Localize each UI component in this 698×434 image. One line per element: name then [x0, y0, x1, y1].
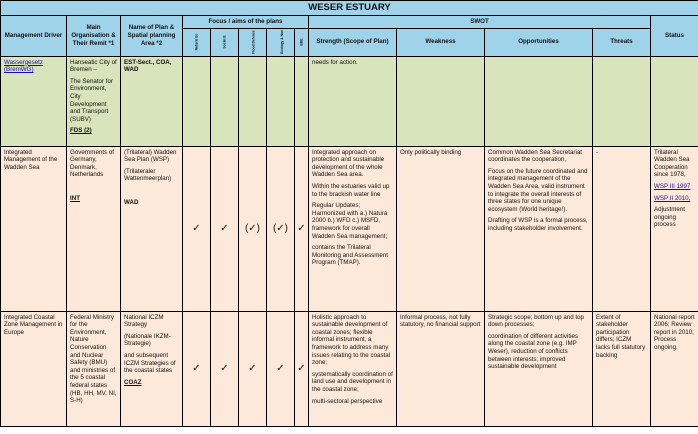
- cell-opportunities: [485, 56, 593, 146]
- status-link[interactable]: WSP II 2010,: [654, 194, 691, 202]
- header-status: Status: [651, 16, 698, 57]
- tick-cell: [267, 56, 295, 146]
- cell-plan: [121, 311, 183, 426]
- status-text: Adjustment ongoing process: [654, 206, 685, 229]
- cell-threats: -: [593, 146, 651, 311]
- header-main-org: Main Organisation & Their Remit *1: [67, 16, 121, 57]
- header-focus-col: Ecology & Nav: [267, 28, 295, 56]
- cell-status: [651, 146, 698, 311]
- tick-cell: ✓: [295, 311, 309, 426]
- opportunity-text: Common Wadden Sea Secretariat coordinates the cooperation,: [488, 148, 583, 164]
- cell-threats: [593, 56, 651, 146]
- opportunity-text: Drafting of WSP is a formal process, including stakeholder involvement.: [488, 217, 588, 232]
- cell-threats: Extent of stakeholder participation differs; ICZM lacks full statutory backing: [593, 311, 651, 426]
- tick-cell: ✓: [211, 311, 239, 426]
- org-code: INT: [70, 194, 80, 202]
- cell-weakness: [397, 56, 485, 146]
- opportunity-text: Focus on the future coordinated and integrated management of the Wadden Sea Area, valid instrument to integrate the overall interests of three states for one unique ecosystem (World heritage!).: [488, 167, 588, 213]
- org-text: Governments of Germany, Denmark, Netherlands: [70, 148, 115, 179]
- tick-cell: ✓: [267, 311, 295, 426]
- table-row: [1, 146, 698, 311]
- cell-driver: Integrated Management of the Wadden Sea: [1, 146, 67, 311]
- cell-driver: [1, 56, 67, 146]
- header-focus: Focus / aims of the plans: [183, 16, 309, 29]
- tick-cell: ✓: [183, 146, 211, 311]
- cell-org: [67, 146, 121, 311]
- strength-text: Within the estuaries valid up to the brackish water line: [312, 182, 390, 198]
- cell-plan: [121, 56, 183, 146]
- header-focus-col: BBE: [295, 28, 309, 56]
- header-focus-col: Natural Ec: [183, 28, 211, 56]
- header-management-driver: Management Driver: [1, 16, 67, 57]
- driver-link[interactable]: Wassergesetz (BremWG): [4, 58, 43, 74]
- plan-text: (Trilateral) Wadden Sea Plan (WSP): [124, 148, 177, 164]
- org-text: Hanseatic City of Bremen –: [70, 58, 117, 74]
- plan-code: COAZ: [124, 378, 142, 386]
- plan-code: WAD: [124, 198, 139, 206]
- cell-strength: [309, 311, 397, 426]
- header-plan-name: Name of Plan & Spatial planning Area *2: [121, 16, 183, 57]
- strength-text: needs for action.: [312, 58, 358, 66]
- header-focus-col: Flood Defense: [239, 28, 267, 56]
- tick-cell: [295, 56, 309, 146]
- cell-status: [651, 311, 698, 426]
- tick-cell: ✓: [295, 146, 309, 311]
- status-text: Trilateral Wadden Sea Cooperation since 1978,: [654, 148, 690, 179]
- strength-text: Holistic approach to sustainable development of coastal zones; flexible informal instrument, a framework to address many issues relating to the coastal zone;: [312, 313, 391, 367]
- cell-weakness: Informal process, not fully statutory, no financial support: [397, 311, 485, 426]
- tick-cell: ✓: [239, 311, 267, 426]
- status-text: National report 2006; Review report in 2010; Process ongoing.: [654, 313, 695, 351]
- cell-opportunities: [485, 311, 593, 426]
- plan-text: National ICZM Strategy: [124, 313, 164, 329]
- strength-text: systematically coordination of land use and development in the coastal zone;: [312, 370, 393, 393]
- table-row: [1, 311, 698, 426]
- header-threats: Threats: [593, 28, 651, 56]
- cell-org: [67, 311, 121, 426]
- strength-text: Regular Updates; Harmonized with a.) Natura 2000 b.) WFD c.) MSFD, framework for overall Wadden Sea management;: [312, 202, 388, 240]
- cell-opportunities: [485, 146, 593, 311]
- tick-cell: [183, 56, 211, 146]
- cell-weakness: Only politically binding: [397, 146, 485, 311]
- org-text: Federal Ministry for the Environment, Nature Conservation and Nuclear Safety (BMU) and ministries of the 5 coastal federal states (HB, HH, MV, NI, S-H): [70, 313, 117, 405]
- header-weakness: Weakness: [397, 28, 485, 56]
- strength-text: contains the Trilateral Monitoring and Assessment Program (TMAP).: [312, 244, 389, 267]
- opportunity-text: Strategic scope; bottom up and top down processes;: [488, 313, 584, 329]
- tick-cell: [239, 56, 267, 146]
- cell-status: [651, 56, 698, 146]
- table-title: WESER ESTUARY: [1, 1, 698, 16]
- cell-strength: [309, 146, 397, 311]
- tick-cell: ✓: [211, 146, 239, 311]
- tick-cell: (✓): [239, 146, 267, 311]
- plan-text: (Nationale IKZM-Strategie): [124, 332, 171, 348]
- plan-text: (Trilateraler Wattenmeerplan): [124, 167, 172, 183]
- plan-text: and subsequent ICZM Strategies of the coastal states: [124, 351, 176, 375]
- tick-cell: (✓): [267, 146, 295, 311]
- tick-cell: [211, 56, 239, 146]
- header-focus-col: Social E: [211, 28, 239, 56]
- cell-plan: [121, 146, 183, 311]
- header-swot: SWOT: [309, 16, 651, 29]
- cell-org: [67, 56, 121, 146]
- table-row: [1, 56, 698, 146]
- header-strength: Strength (Scope of Plan): [309, 28, 397, 56]
- strength-text: Integrated approach on protection and sustainable development of the whole Wadden Sea area.: [312, 148, 385, 179]
- org-text: The Senator for Environment, City Development and Transport (SUBV): [70, 77, 113, 123]
- opportunity-text: coordination of different activities along the coastal zone (e.g. IMP Weser), reduction of conflicts between interests; improved sustainable development: [488, 332, 578, 371]
- strength-text: multi-sectoral perspective: [312, 397, 383, 405]
- status-link[interactable]: WSP III 1997: [654, 182, 691, 190]
- tick-cell: ✓: [183, 311, 211, 426]
- cell-strength: [309, 56, 397, 146]
- plan-code: EST-Sect., COA, WAD: [124, 58, 172, 74]
- org-code: FDS (2): [70, 127, 92, 135]
- header-opportunities: Opportunities: [485, 28, 593, 56]
- cell-driver: Integrated Coastal Zone Management in Europe: [1, 311, 67, 426]
